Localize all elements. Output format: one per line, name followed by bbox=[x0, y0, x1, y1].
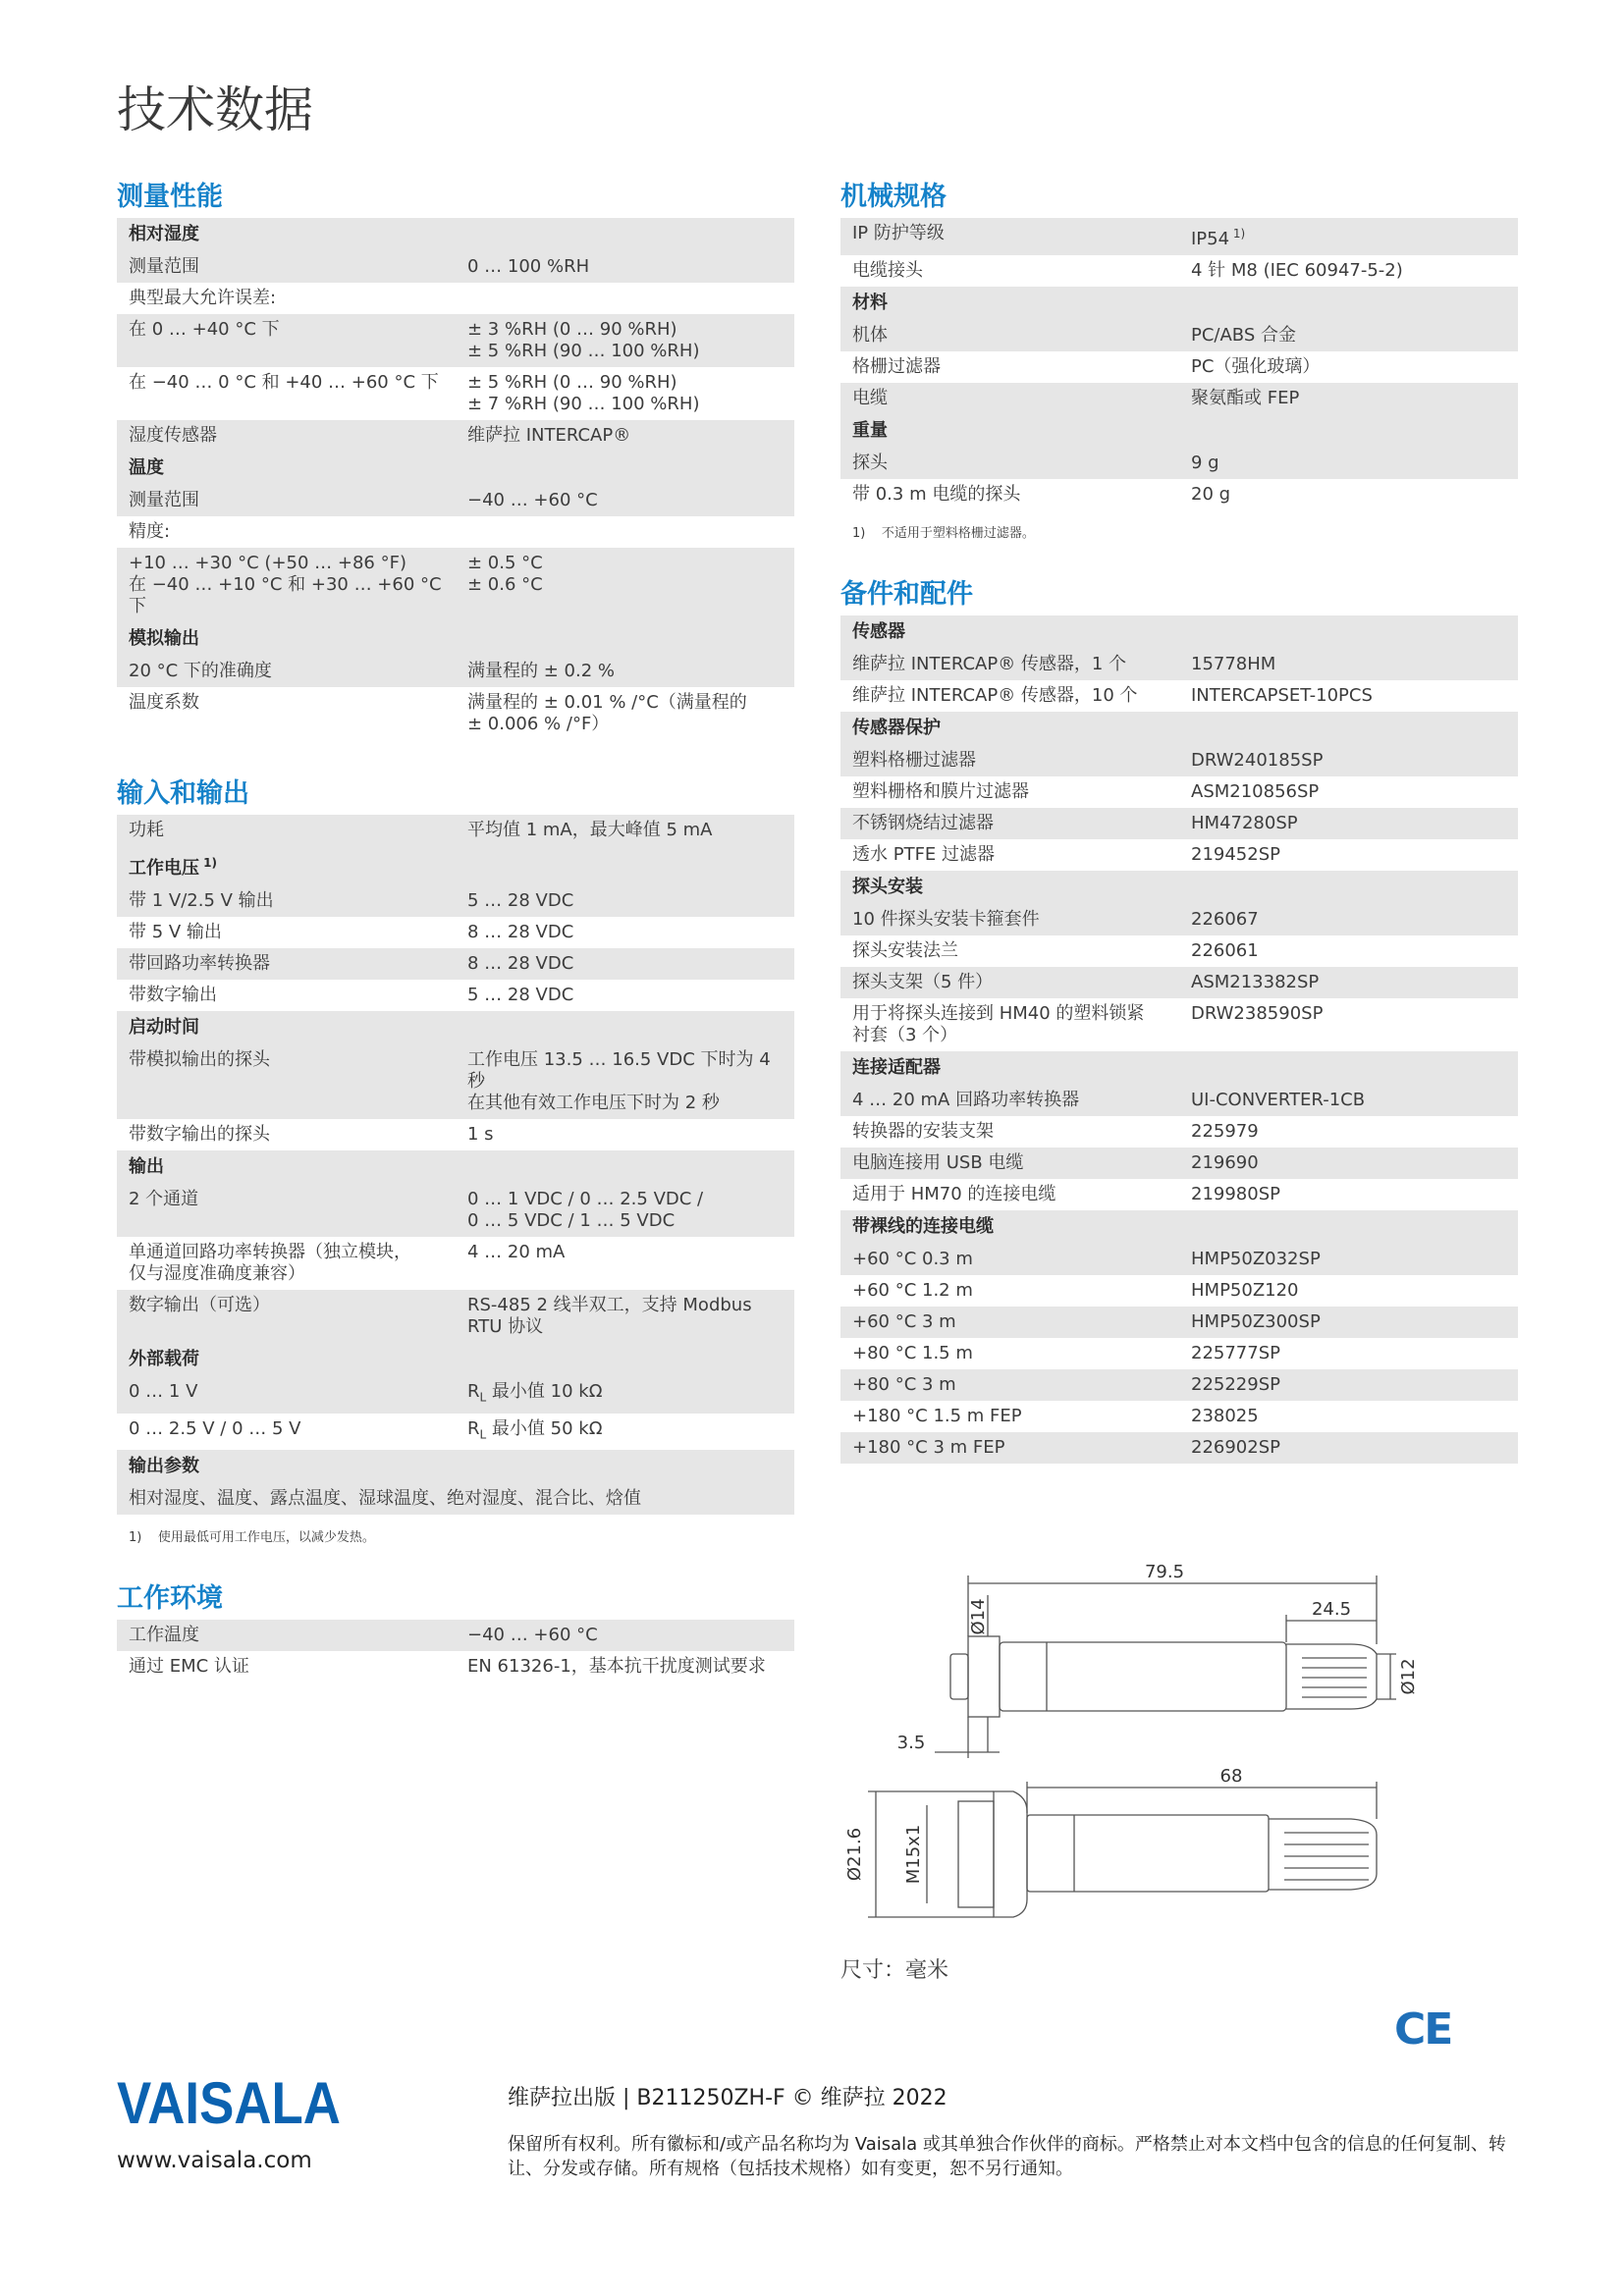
table-row bbox=[840, 1085, 1518, 1116]
row-label: 机体 bbox=[840, 320, 1179, 351]
row-label: 适用于 HM70 的连接电缆 bbox=[852, 1184, 1056, 1204]
row-value: ± 3 %RH (0 … 90 %RH) ± 5 %RH (90 … 100 %RH) bbox=[456, 314, 794, 367]
footnote-text: 使用最低可用工作电压，以减少发热。 bbox=[157, 1530, 375, 1546]
subheading bbox=[117, 1450, 794, 1483]
row-value: 工作电压 13.5 … 16.5 VDC 下时为 4 秒 在其他有效工作电压下时为 2 秒 bbox=[456, 1044, 794, 1119]
table-row bbox=[840, 383, 1518, 414]
dim-connector-offset: 3.5 bbox=[896, 1733, 926, 1753]
row-value: 0 … 100 %RH bbox=[456, 251, 794, 283]
row-label: 10 件探头安装卡箍套件 bbox=[840, 904, 1179, 935]
subheading bbox=[117, 218, 794, 251]
table-row bbox=[840, 967, 1518, 998]
table-row bbox=[117, 687, 794, 740]
row-label: 电缆 bbox=[840, 383, 1179, 414]
row-value: ± 5 %RH (0 … 90 %RH) ± 7 %RH (90 … 100 %RH) bbox=[467, 372, 700, 414]
section-title-env: 工作环境 bbox=[117, 1583, 223, 1615]
full-row-text bbox=[117, 1483, 794, 1515]
row-label: 4 … 20 mA 回路功率转换器 bbox=[840, 1085, 1179, 1116]
dim-bottom-length: 68 bbox=[1219, 1766, 1243, 1787]
row-label: 转换器的安装支架 bbox=[852, 1121, 994, 1142]
row-label: 传感器保护 bbox=[852, 718, 941, 738]
table-row bbox=[840, 904, 1518, 935]
table-row bbox=[840, 351, 1518, 383]
table-row bbox=[117, 314, 794, 367]
row-label: 电缆接头 bbox=[852, 260, 923, 281]
row-value: ± 0.5 °C ± 0.6 °C bbox=[456, 548, 794, 622]
row-label: 维萨拉 INTERCAP® 传感器，10 个 bbox=[852, 685, 1138, 706]
row-label: 测量范围 bbox=[117, 251, 456, 283]
subheading bbox=[840, 1210, 1518, 1244]
subheading bbox=[840, 615, 1518, 649]
subheading bbox=[117, 1343, 794, 1376]
table-row bbox=[840, 998, 1518, 1051]
dim-overall-length: 79.5 bbox=[1144, 1562, 1185, 1582]
full-row-text bbox=[117, 283, 794, 314]
footnote-ref: 1) bbox=[199, 856, 218, 870]
table-row bbox=[117, 1290, 794, 1343]
row-label: 带裸线的连接电缆 bbox=[852, 1216, 994, 1237]
row-label: 带 1 V/2.5 V 输出 bbox=[117, 885, 456, 917]
table-row bbox=[840, 255, 1518, 287]
row-label: 探头安装法兰 bbox=[852, 940, 958, 961]
row-value: 219452SP bbox=[1191, 844, 1280, 865]
table-row bbox=[117, 885, 794, 917]
row-label: 重量 bbox=[852, 420, 888, 441]
row-label: 通过 EMC 认证 bbox=[129, 1656, 249, 1678]
table-row bbox=[840, 448, 1518, 479]
row-label: +60 °C 1.2 m bbox=[852, 1280, 973, 1301]
dim-filter-diameter: Ø12 bbox=[1398, 1658, 1419, 1695]
table-row bbox=[117, 1044, 794, 1119]
left-column bbox=[117, 177, 794, 1682]
table-row bbox=[117, 1376, 794, 1414]
row-label: 相对湿度、温度、露点温度、湿球温度、绝对湿度、混合比、焓值 bbox=[129, 1488, 641, 1510]
dimension-caption: 尺寸：毫米 bbox=[840, 1958, 949, 1983]
row-label: 单通道回路功率转换器（独立模块， 仅与湿度准确度兼容） bbox=[129, 1242, 411, 1284]
probe-dimension-drawing bbox=[840, 1556, 1518, 1983]
footnote-mark: 1) bbox=[129, 1530, 142, 1546]
row-value: −40 … +60 °C bbox=[456, 1620, 794, 1651]
row-label: 传感器 bbox=[852, 621, 905, 642]
mech-table bbox=[840, 218, 1518, 510]
subheading bbox=[117, 846, 794, 885]
row-label: 输出参数 bbox=[129, 1456, 199, 1477]
row-label: 不锈钢烧结过滤器 bbox=[840, 808, 1179, 839]
io-table bbox=[117, 815, 794, 1515]
row-value: DRW238590SP bbox=[1191, 1003, 1324, 1024]
table-row bbox=[840, 1401, 1518, 1432]
row-label: 数字输出（可选） bbox=[117, 1290, 456, 1343]
row-label: 用于将探头连接到 HM40 的塑料锁紧 衬套（3 个） bbox=[852, 1003, 1145, 1045]
table-row bbox=[840, 839, 1518, 871]
row-label: 探头支架（5 件） bbox=[840, 967, 1179, 998]
row-label: +60 °C 0.3 m bbox=[840, 1244, 1179, 1275]
row-value: 225229SP bbox=[1179, 1369, 1518, 1401]
table-subheading-row bbox=[117, 622, 794, 656]
table-row bbox=[840, 935, 1518, 967]
row-value: 平均值 1 mA，最大峰值 5 mA bbox=[456, 815, 794, 846]
row-label: 0 … 1 V bbox=[117, 1376, 456, 1414]
table-row bbox=[117, 283, 794, 314]
row-value: HMP50Z032SP bbox=[1179, 1244, 1518, 1275]
table-subheading-row bbox=[840, 287, 1518, 320]
row-label: 功耗 bbox=[117, 815, 456, 846]
table-subheading-row bbox=[840, 1051, 1518, 1085]
row-label: 输出 bbox=[129, 1156, 164, 1177]
table-row bbox=[840, 1338, 1518, 1369]
row-label: 外部载荷 bbox=[129, 1349, 199, 1369]
row-value: 219690 bbox=[1179, 1148, 1518, 1179]
subheading bbox=[117, 1150, 794, 1184]
table-row bbox=[840, 649, 1518, 680]
legal-notice: 保留所有权利。所有徽标和/或产品名称均为 Vaisala 或其单独合作伙伴的商标。严格禁止对本文档中包含的信息的任何复制、转让、分发或存储。所有规格（包括技术规格）如有变更，恕不另行通知。 bbox=[508, 2134, 1506, 2179]
row-label: 带 0.3 m 电缆的探头 bbox=[852, 484, 1021, 505]
row-value: 5 … 28 VDC bbox=[467, 985, 574, 1005]
row-value: PC（强化玻璃） bbox=[1191, 356, 1321, 377]
ce-mark-icon: CE bbox=[1394, 2004, 1452, 2055]
table-row bbox=[117, 917, 794, 948]
row-value: 226061 bbox=[1191, 940, 1259, 961]
row-value: 225777SP bbox=[1191, 1343, 1280, 1363]
table-row bbox=[840, 1432, 1518, 1464]
table-subheading-row bbox=[117, 1343, 794, 1376]
row-label: IP 防护等级 bbox=[840, 218, 1179, 255]
row-value: HM47280SP bbox=[1179, 808, 1518, 839]
row-label: 湿度传感器 bbox=[117, 420, 456, 452]
row-label: 带模拟输出的探头 bbox=[117, 1044, 456, 1119]
subheading bbox=[840, 1051, 1518, 1085]
table-subheading-row bbox=[840, 615, 1518, 649]
table-row bbox=[117, 548, 794, 622]
table-row bbox=[117, 251, 794, 283]
table-row bbox=[840, 1148, 1518, 1179]
row-value: HMP50Z300SP bbox=[1179, 1307, 1518, 1338]
row-value: 聚氨酯或 FEP bbox=[1179, 383, 1518, 414]
row-label: 温度 bbox=[129, 457, 164, 478]
footnote-ref: 1) bbox=[1229, 227, 1246, 240]
table-row bbox=[117, 485, 794, 516]
table-subheading-row bbox=[117, 846, 794, 885]
subscript: L bbox=[479, 1427, 487, 1442]
row-value: IP54 $^{1)}$ bbox=[1179, 218, 1518, 255]
row-label: 模拟输出 bbox=[129, 628, 199, 649]
table-row bbox=[117, 1483, 794, 1515]
row-label: +80 °C 3 m bbox=[840, 1369, 1179, 1401]
row-label: +180 °C 3 m FEP bbox=[840, 1432, 1179, 1464]
row-value: 4 … 20 mA bbox=[467, 1242, 566, 1262]
subheading bbox=[840, 712, 1518, 745]
row-value: PC/ABS 合金 bbox=[1179, 320, 1518, 351]
subheading bbox=[117, 1011, 794, 1044]
row-value: 维萨拉 INTERCAP® bbox=[456, 420, 794, 452]
table-subheading-row bbox=[117, 218, 794, 251]
table-row bbox=[840, 1179, 1518, 1210]
dim-thread: M15x1 bbox=[903, 1824, 924, 1885]
table-subheading-row bbox=[840, 712, 1518, 745]
table-row bbox=[117, 367, 794, 420]
row-value: 9 g bbox=[1179, 448, 1518, 479]
row-label: 工作温度 bbox=[117, 1620, 456, 1651]
row-value: ASM213382SP bbox=[1179, 967, 1518, 998]
section-title-spares: 备件和配件 bbox=[840, 579, 973, 610]
table-row bbox=[840, 1369, 1518, 1401]
row-label: 塑料栅格和膜片过滤器 bbox=[852, 781, 1029, 802]
table-row bbox=[117, 1620, 794, 1651]
section-title-mech: 机械规格 bbox=[840, 182, 947, 212]
row-label: 在 −40 … 0 °C 和 +40 … +60 °C 下 bbox=[129, 372, 439, 393]
section-title-measurement: 测量性能 bbox=[117, 182, 223, 212]
table-row bbox=[117, 1651, 794, 1682]
row-value: UI-CONVERTER-1CB bbox=[1179, 1085, 1518, 1116]
row-value: ASM210856SP bbox=[1191, 781, 1320, 802]
table-subheading-row bbox=[840, 1210, 1518, 1244]
row-label: 典型最大允许误差: bbox=[129, 288, 277, 308]
row-label: 工作电压 bbox=[129, 858, 199, 879]
table-row bbox=[840, 776, 1518, 808]
full-row-text bbox=[117, 516, 794, 548]
dim-filter-length: 24.5 bbox=[1311, 1599, 1352, 1620]
table-row bbox=[117, 815, 794, 846]
row-label: 带 5 V 输出 bbox=[129, 922, 222, 942]
row-value: $R_L$ 最小值 50 kΩ bbox=[467, 1417, 603, 1442]
table-subheading-row bbox=[117, 452, 794, 485]
row-value: 8 … 28 VDC bbox=[467, 922, 574, 942]
row-value: 238025 bbox=[1191, 1406, 1259, 1426]
table-subheading-row bbox=[840, 414, 1518, 448]
table-row bbox=[117, 1414, 794, 1451]
row-label: 维萨拉 INTERCAP® 传感器，1 个 bbox=[840, 649, 1179, 680]
row-value: 20 g bbox=[1191, 484, 1231, 505]
row-value: 8 … 28 VDC bbox=[456, 948, 794, 980]
footnote-mark: 1) bbox=[852, 526, 866, 541]
subscript: L bbox=[479, 1390, 487, 1405]
publication-info: 维萨拉出版 | B211250ZH-F © 维萨拉 2022 bbox=[508, 2086, 947, 2110]
right-column bbox=[840, 177, 1518, 1464]
section-title-io: 输入和输出 bbox=[117, 778, 249, 809]
row-value: EN 61326-1，基本抗干扰度测试要求 bbox=[467, 1656, 766, 1678]
table-subheading-row bbox=[117, 1011, 794, 1044]
table-row bbox=[117, 516, 794, 548]
row-value: 1 s bbox=[467, 1124, 494, 1145]
dim-body-diameter: Ø14 bbox=[968, 1598, 989, 1635]
row-label: 探头 bbox=[840, 448, 1179, 479]
row-value: 0 … 1 VDC / 0 … 2.5 VDC / 0 … 5 VDC / 1 … 5 VDC bbox=[456, 1184, 794, 1237]
row-label: +180 °C 1.5 m FEP bbox=[852, 1406, 1022, 1426]
table-row bbox=[840, 745, 1518, 776]
subheading bbox=[840, 871, 1518, 904]
footnote-text: 不适用于塑料格栅过滤器。 bbox=[881, 526, 1035, 541]
io-footnote bbox=[129, 1526, 794, 1545]
row-label: 2 个通道 bbox=[117, 1184, 456, 1237]
table-row bbox=[840, 320, 1518, 351]
table-subheading-row bbox=[117, 1150, 794, 1184]
vaisala-logo: VAISALA bbox=[117, 2070, 341, 2136]
row-value: 226902SP bbox=[1179, 1432, 1518, 1464]
row-value: 满量程的 ± 0.01 % /°C（满量程的 ± 0.006 % /°F） bbox=[467, 692, 747, 734]
table-row bbox=[117, 1184, 794, 1237]
row-label: +10 … +30 °C (+50 … +86 °F) 在 −40 … +10 °C 和 +30 … +60 °C 下 bbox=[117, 548, 456, 622]
table-row bbox=[117, 948, 794, 980]
row-label: 相对湿度 bbox=[129, 224, 199, 244]
row-value: 219980SP bbox=[1191, 1184, 1280, 1204]
env-table bbox=[117, 1620, 794, 1682]
table-row bbox=[840, 218, 1518, 255]
row-label: 带数字输出 bbox=[129, 985, 217, 1005]
subheading bbox=[117, 452, 794, 485]
row-value: 4 针 M8 (IEC 60947-5-2) bbox=[1191, 260, 1403, 281]
table-row bbox=[117, 1237, 794, 1290]
subheading bbox=[117, 622, 794, 656]
row-value: 5 … 28 VDC bbox=[456, 885, 794, 917]
row-label: 格栅过滤器 bbox=[852, 356, 941, 377]
row-value: −40 … +60 °C bbox=[456, 485, 794, 516]
table-row bbox=[840, 808, 1518, 839]
table-row bbox=[840, 479, 1518, 510]
table-row bbox=[117, 1119, 794, 1150]
measurement-table bbox=[117, 218, 794, 740]
row-value: 226067 bbox=[1179, 904, 1518, 935]
table-row bbox=[840, 1275, 1518, 1307]
row-value: HMP50Z120 bbox=[1191, 1280, 1299, 1301]
row-value: 225979 bbox=[1191, 1121, 1259, 1142]
row-label: 带回路功率转换器 bbox=[117, 948, 456, 980]
row-label: 带数字输出的探头 bbox=[129, 1124, 270, 1145]
table-row bbox=[840, 1116, 1518, 1148]
row-value: $R_L$ 最小值 10 kΩ bbox=[456, 1376, 794, 1414]
row-label: 在 0 … +40 °C 下 bbox=[117, 314, 456, 367]
table-row bbox=[840, 680, 1518, 712]
table-row bbox=[840, 1244, 1518, 1275]
row-label: 精度: bbox=[129, 521, 171, 542]
row-label: +60 °C 3 m bbox=[840, 1307, 1179, 1338]
row-label: 启动时间 bbox=[129, 1017, 199, 1038]
table-subheading-row bbox=[840, 871, 1518, 904]
row-value: RS-485 2 线半双工，支持 Modbus RTU 协议 bbox=[456, 1290, 794, 1343]
row-value: DRW240185SP bbox=[1179, 745, 1518, 776]
row-label: 连接适配器 bbox=[852, 1057, 941, 1078]
dim-nut-diameter: Ø21.6 bbox=[844, 1827, 865, 1882]
row-label: 测量范围 bbox=[117, 485, 456, 516]
row-value: 满量程的 ± 0.2 % bbox=[456, 656, 794, 687]
row-value: 15778HM bbox=[1179, 649, 1518, 680]
subheading bbox=[840, 414, 1518, 448]
subheading bbox=[840, 287, 1518, 320]
row-label: 探头安装 bbox=[852, 877, 923, 897]
spares-table bbox=[840, 615, 1518, 1464]
table-subheading-row bbox=[117, 1450, 794, 1483]
row-label: 温度系数 bbox=[129, 692, 199, 713]
table-row bbox=[840, 1307, 1518, 1338]
row-label: 电脑连接用 USB 电缆 bbox=[840, 1148, 1179, 1179]
row-label: 透水 PTFE 过滤器 bbox=[852, 844, 996, 865]
table-row bbox=[117, 980, 794, 1011]
row-label: 塑料格栅过滤器 bbox=[840, 745, 1179, 776]
website-link[interactable]: www.vaisala.com bbox=[117, 2148, 312, 2173]
page-title: 技术数据 bbox=[117, 81, 313, 138]
row-label: 材料 bbox=[852, 293, 888, 313]
row-label: +80 °C 1.5 m bbox=[852, 1343, 973, 1363]
table-row bbox=[117, 420, 794, 452]
mech-footnote bbox=[852, 522, 1518, 541]
row-value: INTERCAPSET-10PCS bbox=[1191, 685, 1373, 706]
table-row bbox=[117, 656, 794, 687]
row-label: 0 … 2.5 V / 0 … 5 V bbox=[129, 1417, 301, 1439]
row-label: 20 °C 下的准确度 bbox=[117, 656, 456, 687]
